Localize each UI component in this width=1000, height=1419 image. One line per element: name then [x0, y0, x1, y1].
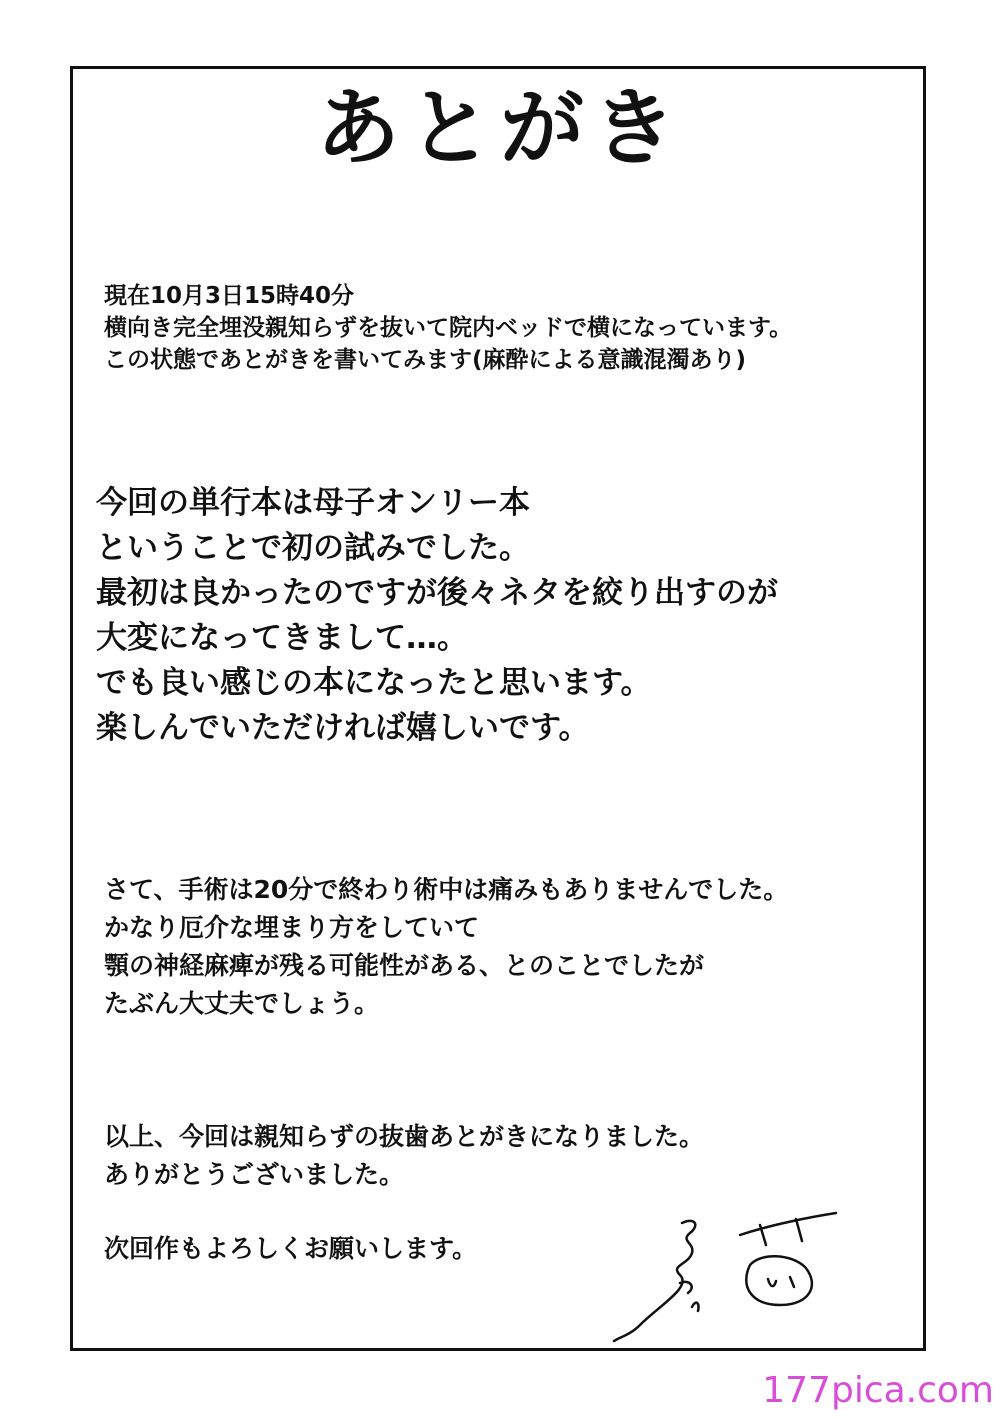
- surgery-line: さて、手術は20分で終わり術中は痛みもありませんでした。: [104, 875, 789, 904]
- intro-line: 横向き完全埋没親知らずを抜いて院内ベッドで横になっています。: [104, 315, 793, 341]
- intro-paragraph: [104, 280, 792, 376]
- watermark-text: 177pica.com: [762, 1370, 994, 1411]
- main-line: でも良い感じの本になったと思います。: [96, 665, 652, 701]
- surgery-line: たぶん大丈夫でしょう。: [104, 989, 380, 1018]
- main-line: 今回の単行本は母子オンリー本: [96, 485, 530, 521]
- main-line: 楽しんでいただければ嬉しいです。: [96, 710, 590, 746]
- main-line: ということで初の試みでした。: [96, 530, 530, 566]
- closing-paragraph: [104, 1118, 704, 1194]
- page-title: あとがき: [315, 79, 684, 177]
- main-line: 最初は良かったのですが後々ネタを絞り出すのが: [96, 575, 778, 611]
- main-line: 大変になってきまして…。: [96, 620, 468, 656]
- closing-line: 以上、今回は親知らずの抜歯あとがきになりました。: [104, 1122, 705, 1151]
- surgery-paragraph: [104, 871, 788, 1023]
- next-work-line: 次回作もよろしくお願いします。: [104, 1234, 478, 1263]
- surgery-line: 顎の神経麻痺が残る可能性がある、とのことでしたが: [104, 951, 705, 980]
- intro-line: この状態であとがきを書いてみます(麻酔による意識混濁あり): [104, 347, 747, 373]
- closing-line: ありがとうございました。: [104, 1160, 405, 1189]
- intro-line: 現在10月3日15時40分: [104, 283, 355, 309]
- surgery-line: かなり厄介な埋まり方をしていて: [104, 913, 480, 942]
- signature-icon: [600, 1195, 850, 1345]
- main-paragraph: [96, 481, 778, 751]
